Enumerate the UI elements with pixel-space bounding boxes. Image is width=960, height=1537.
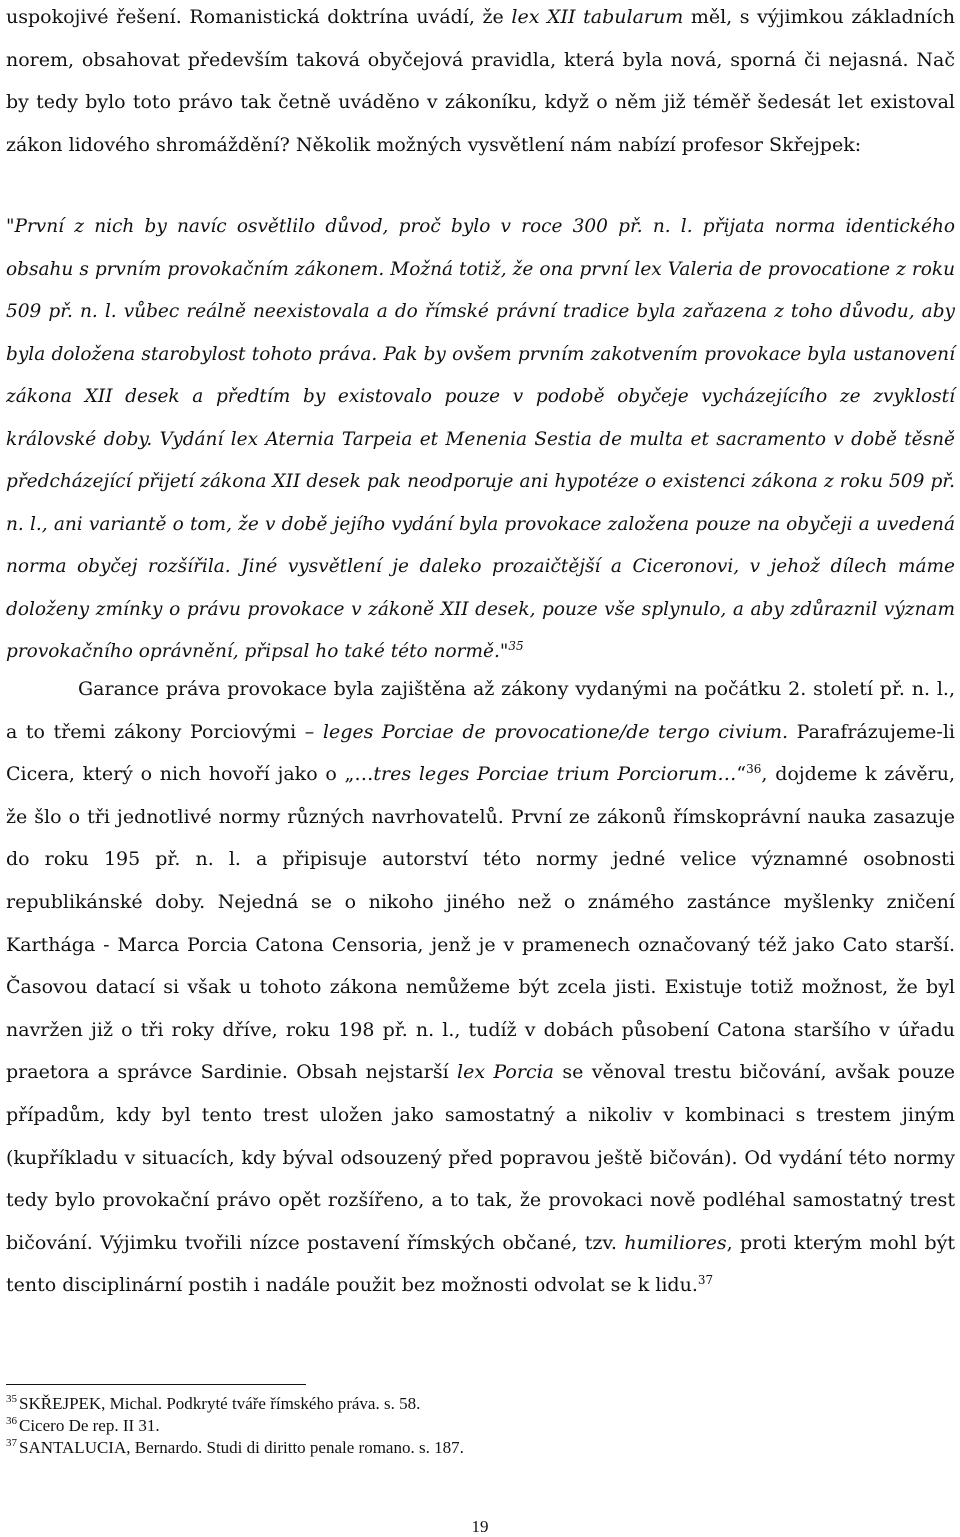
paragraph-2-text-c: Parafrázujeme-li Cicera, který o nich hovoří jako o „… (6, 720, 955, 786)
footnote-number: 37 (6, 1437, 17, 1449)
paragraph-1 (6, 0, 955, 166)
footnote-37 (6, 1437, 946, 1459)
paragraph-2-italic-lex-porcia: lex Porcia (457, 1061, 555, 1084)
footnote-text: SKŘEJPEK, Michal. Podkryté tváře římského práva. s. 58. (19, 1394, 421, 1413)
paragraph-1-italic-lex: lex XII tabularum (511, 6, 684, 28)
paragraph-2-text-a: Garance práva provokace byla zajištěna až zákony vydanými na počátku 2. století př. n. l., a to třemi zákony Porciovými – (6, 678, 955, 743)
paragraph-2-text-f: , dojdeme k závěru, že šlo o tři jednotlivé normy různých navrhovatelů. První ze zákonů římskoprávní nauka zasazuje do roku 195 př. n. l. a připisuje autorství této normy jedné velice významné osobnosti republikánské doby. Nejedná se o nikoho jiného než o známého zastánce myšlenky zničení Karthága - Marca Porcia Catona Censoria, jenž je v pramenech označovaný též jako Cato starší. Časovou datací si však u tohoto zákona nemůžeme být zcela jisti. Existuje totiž možnost, že byl navržen již o tři roky dříve, roku 198 př. n. l., tudíž v dobách působení Catona staršího v úřadu praetora a správce Sardinie. Obsah nejstarší (6, 763, 956, 1084)
paragraph-2-closing-quote: “ (736, 763, 747, 786)
footnote-text: SANTALUCIA, Bernardo. Studi di diritto penale romano. s. 187. (19, 1438, 464, 1457)
footnote-text: Cicero De rep. II 31. (19, 1416, 160, 1435)
paragraph-2-text-j: , proti kterým mohl být tento disciplinární postih i nadále použit bez možnosti odvolat se k lidu. (6, 1231, 956, 1297)
footnote-ref-37: 37 (697, 1273, 714, 1288)
footnote-35 (6, 1393, 946, 1415)
page-number: 19 (471, 1517, 489, 1536)
footnote-number: 36 (6, 1415, 17, 1427)
footnote-ref-36: 36 (746, 762, 762, 777)
paragraph-2-italic-tres-leges: tres leges Porciae trium Porciorum… (373, 763, 737, 786)
quote-text: "První z nich by navíc osvětlilo důvod, proč bylo v roce 300 př. n. l. přijata norma identického obsahu s prvním provokačním zákonem. Možná totiž, že ona první lex Valeria de provocatione z roku 509 př. n. l. vůbec reálně neexistovala a do římské právní tradice byla zařazena z toho důvodu, aby byla doložena starobylost tohoto práva. Pak by ovšem prvním zakotvením provokace byla ustanovení zákona XII desek a předtím by existovalo pouze v podobě obyčeje vycházejícího ze zvyklostí královské doby. Vydání lex Aternia Tarpeia et Menenia Sestia de multa et sacramento v době těsně předcházející přijetí zákona XII desek pak neodporuje ani hypotéze o existenci zákona z roku 509 př. n. l., ani variantě o tom, že v době jejího vydání byla provokace založena pouze na obyčeji a uvedená norma obyčej rozšířila. Jiné vysvětlení je daleko prozaičtější a Ciceronovi, v jehož dílech máme doloženy zmínky o právu provokace v zákoně XII desek, pouze vše splynulo, a aby zdůraznil význam provokačního oprávnění, připsal ho také této normě." (6, 216, 955, 662)
paragraph-2-text-h: se věnoval trestu bičování, avšak pouze případům, kdy byl tento trest uložen jako samostatný a nikoliv v kombinaci s trestem jiným (kupříkladu v situacích, kdy býval odsouzený před popravou ještě bičován). Od vydání této normy tedy bylo provokační právo opět rozšířeno, a to tak, že provokaci nově podléhal samostatný trest bičování. Výjimku tvořili nízce postavení římských občané, tzv. (6, 1061, 956, 1254)
paragraph-1-text-a: uspokojivé řešení. Romanistická doktrína uvádí, že (6, 6, 512, 28)
footnotes (6, 1393, 946, 1459)
block-quote (6, 206, 955, 674)
paragraph-1-text-b: měl, s výjimkou základních norem, obsahovat především taková obyčejová pravidla, která byla nová, sporná či nejasná. Nač by tedy bylo toto právo tak četně uváděno v zákoníku, když o něm již téměř šedesát let existoval zákon lidového shromáždění? Několik možných vysvětlení nám nabízí profesor Skřejpek: (6, 6, 955, 156)
paragraph-2 (6, 668, 955, 1307)
footnote-ref-35: 35 (508, 639, 524, 653)
paragraph-2-italic-humiliores: humiliores (624, 1231, 727, 1254)
footnote-divider (6, 1384, 306, 1385)
footnote-36 (6, 1415, 946, 1437)
paragraph-2-italic-leges-porciae: leges Porciae de provocatione/de tergo civium. (322, 720, 789, 743)
footnote-number: 35 (6, 1393, 17, 1405)
